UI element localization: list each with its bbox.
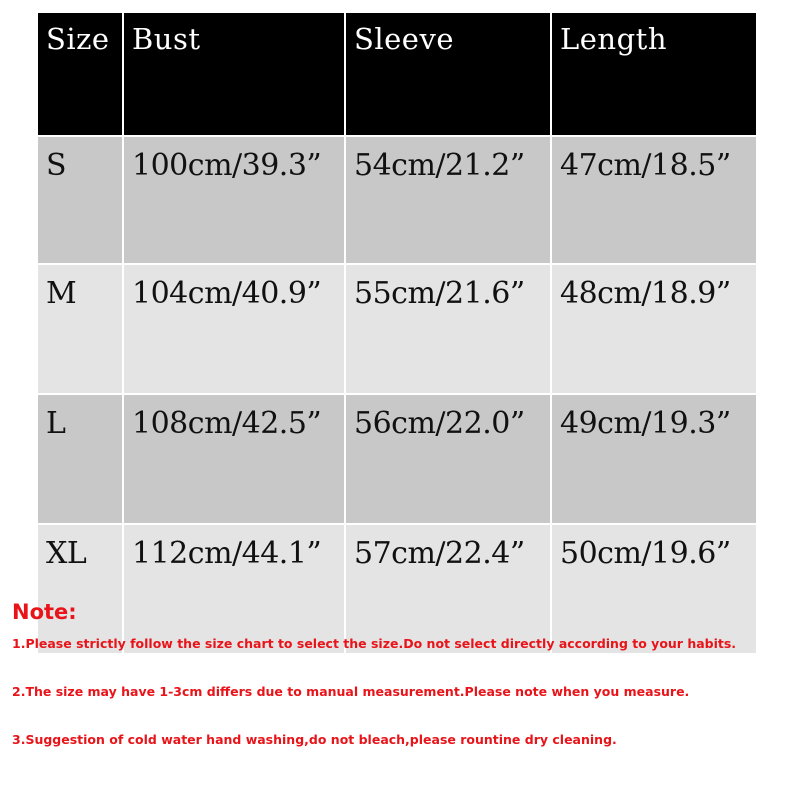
note-line-2: 2.The size may have 1-3cm differs due to manual measurement.Please note when you measure. [12, 684, 690, 699]
length-cell: 48cm/18.9” [551, 264, 757, 394]
length-cell: 47cm/18.5” [551, 136, 757, 264]
bust-cell: 104cm/40.9” [123, 264, 345, 394]
length-cell: 49cm/19.3” [551, 394, 757, 524]
bust-cell: 112cm/44.1” [123, 524, 345, 654]
size-cell: XL [37, 524, 123, 654]
size-cell: M [37, 264, 123, 394]
table-row [37, 394, 757, 524]
note-line-1: 1.Please strictly follow the size chart to select the size.Do not select directly according to your habits. [12, 636, 737, 651]
header-sleeve: Sleeve [345, 12, 551, 136]
header-size: Size [37, 12, 123, 136]
table-header-row [37, 12, 757, 136]
size-cell: L [37, 394, 123, 524]
length-cell: 50cm/19.6” [551, 524, 757, 654]
sleeve-cell: 56cm/22.0” [345, 394, 551, 524]
bust-cell: 108cm/42.5” [123, 394, 345, 524]
sleeve-cell: 55cm/21.6” [345, 264, 551, 394]
table-row [37, 136, 757, 264]
header-length: Length [551, 12, 757, 136]
note-title: Note: [12, 600, 77, 624]
size-cell: S [37, 136, 123, 264]
notes-section [12, 600, 792, 747]
table-row [37, 264, 757, 394]
size-chart-table [36, 11, 758, 655]
note-line-3: 3.Suggestion of cold water hand washing,do not bleach,please rountine dry cleaning. [12, 732, 617, 747]
sleeve-cell: 54cm/21.2” [345, 136, 551, 264]
sleeve-cell: 57cm/22.4” [345, 524, 551, 654]
header-bust: Bust [123, 12, 345, 136]
bust-cell: 100cm/39.3” [123, 136, 345, 264]
